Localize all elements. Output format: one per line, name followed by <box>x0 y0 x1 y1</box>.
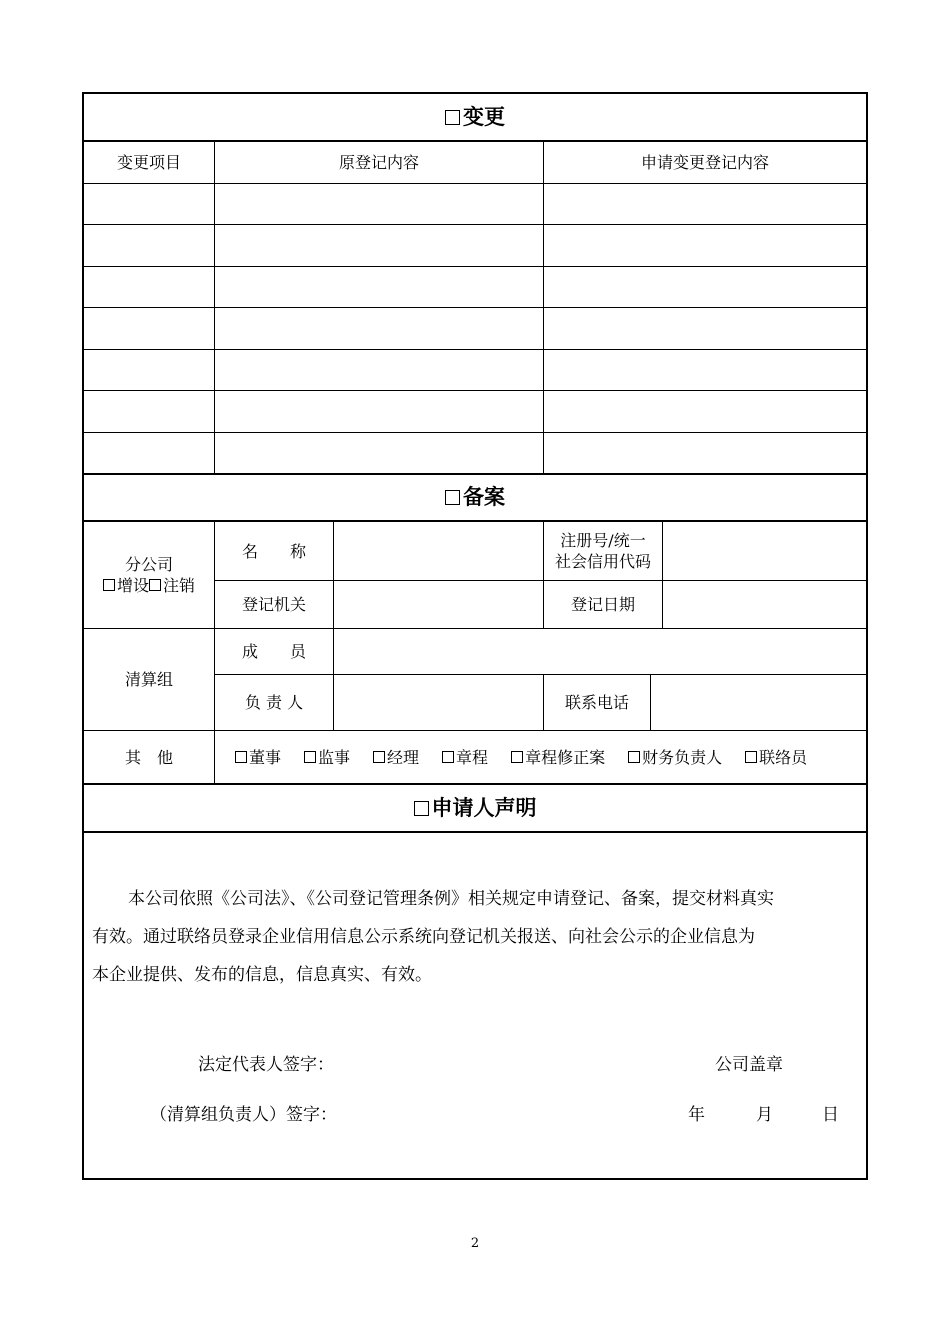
month-label: 月 <box>756 1105 773 1125</box>
declaration-line: 本企业提供、发布的信息，信息真实、有效。 <box>92 965 432 985</box>
checkbox-icon[interactable] <box>745 751 757 763</box>
option-manager[interactable]: 经理 <box>373 747 419 768</box>
branch-name-field[interactable] <box>334 522 543 580</box>
option-articles-amendment[interactable]: 章程修正案 <box>511 747 605 768</box>
checkbox-icon[interactable] <box>414 801 429 816</box>
checkbox-icon[interactable] <box>235 751 247 763</box>
legal-rep-signature-label: 法定代表人签字： <box>198 1055 334 1075</box>
branch-date-label: 登记日期 <box>570 595 635 614</box>
year-label: 年 <box>688 1105 705 1125</box>
option-articles[interactable]: 章程 <box>442 747 488 768</box>
branch-name-label: 名 称 <box>241 541 306 561</box>
change-section-title: 变更 <box>84 94 866 140</box>
checkbox-icon[interactable] <box>103 579 115 591</box>
declaration-paragraph <box>82 880 868 994</box>
change-row[interactable] <box>84 308 866 349</box>
liquidation-leader-label: 负 责 人 <box>244 693 304 712</box>
header-change-item: 变更项目 <box>116 153 181 172</box>
page-number: 2 <box>470 1236 480 1251</box>
other-label: 其 他 <box>124 747 173 767</box>
branch-authority-label: 登记机关 <box>241 595 306 614</box>
liquidation-phone-label: 联系电话 <box>564 693 629 712</box>
branch-date-field[interactable] <box>663 581 866 628</box>
day-label: 日 <box>822 1105 839 1125</box>
branch-label-text: 分公司 <box>124 555 173 574</box>
liquidation-leader-field[interactable] <box>334 675 543 730</box>
liquidation-label: 清算组 <box>124 670 173 689</box>
header-requested-content: 申请变更登记内容 <box>640 153 769 172</box>
option-liaison[interactable]: 联络员 <box>745 747 807 768</box>
option-cancel-label: 注销 <box>163 576 196 595</box>
liquidation-members-field[interactable] <box>334 629 866 674</box>
checkbox-icon[interactable] <box>445 110 460 125</box>
header-original-content: 原登记内容 <box>338 153 419 172</box>
declaration-line: 有效。通过联络员登录企业信用信息公示系统向登记机关报送、向社会公示的企业信息为 <box>92 927 755 947</box>
change-row[interactable] <box>84 184 866 224</box>
checkbox-icon[interactable] <box>445 490 460 505</box>
checkbox-icon[interactable] <box>628 751 640 763</box>
other-options <box>215 731 866 783</box>
branch-authority-field[interactable] <box>334 581 543 628</box>
option-add-label: 增设 <box>116 576 149 595</box>
change-row[interactable] <box>84 391 866 432</box>
option-finance-officer[interactable]: 财务负责人 <box>628 747 722 768</box>
filing-section-title: 备案 <box>84 475 866 520</box>
change-row[interactable] <box>84 350 866 390</box>
change-row[interactable] <box>84 267 866 307</box>
checkbox-icon[interactable] <box>149 579 161 591</box>
liquidation-phone-field[interactable] <box>651 675 866 730</box>
branch-reg-no-label: 注册号/统一 社会信用代码 <box>554 531 651 571</box>
declaration-line: 本公司依照《公司法》、《公司登记管理条例》相关规定申请登记、备案，提交材料真实 <box>128 889 774 909</box>
checkbox-icon[interactable] <box>373 751 385 763</box>
declaration-section-title: 申请人声明 <box>84 785 866 831</box>
option-supervisor[interactable]: 监事 <box>304 747 350 768</box>
option-director[interactable]: 董事 <box>235 747 281 768</box>
branch-reg-no-field[interactable] <box>663 522 866 580</box>
checkbox-icon[interactable] <box>511 751 523 763</box>
change-row[interactable] <box>84 433 866 473</box>
branch-label <box>84 522 214 628</box>
branch-options <box>103 575 195 596</box>
checkbox-icon[interactable] <box>442 751 454 763</box>
checkbox-icon[interactable] <box>304 751 316 763</box>
change-row[interactable] <box>84 225 866 266</box>
liquidation-signature-label: （清算组负责人）签字： <box>150 1105 337 1125</box>
liquidation-members-label: 成 员 <box>241 642 306 661</box>
company-seal-label: 公司盖章 <box>715 1055 783 1075</box>
